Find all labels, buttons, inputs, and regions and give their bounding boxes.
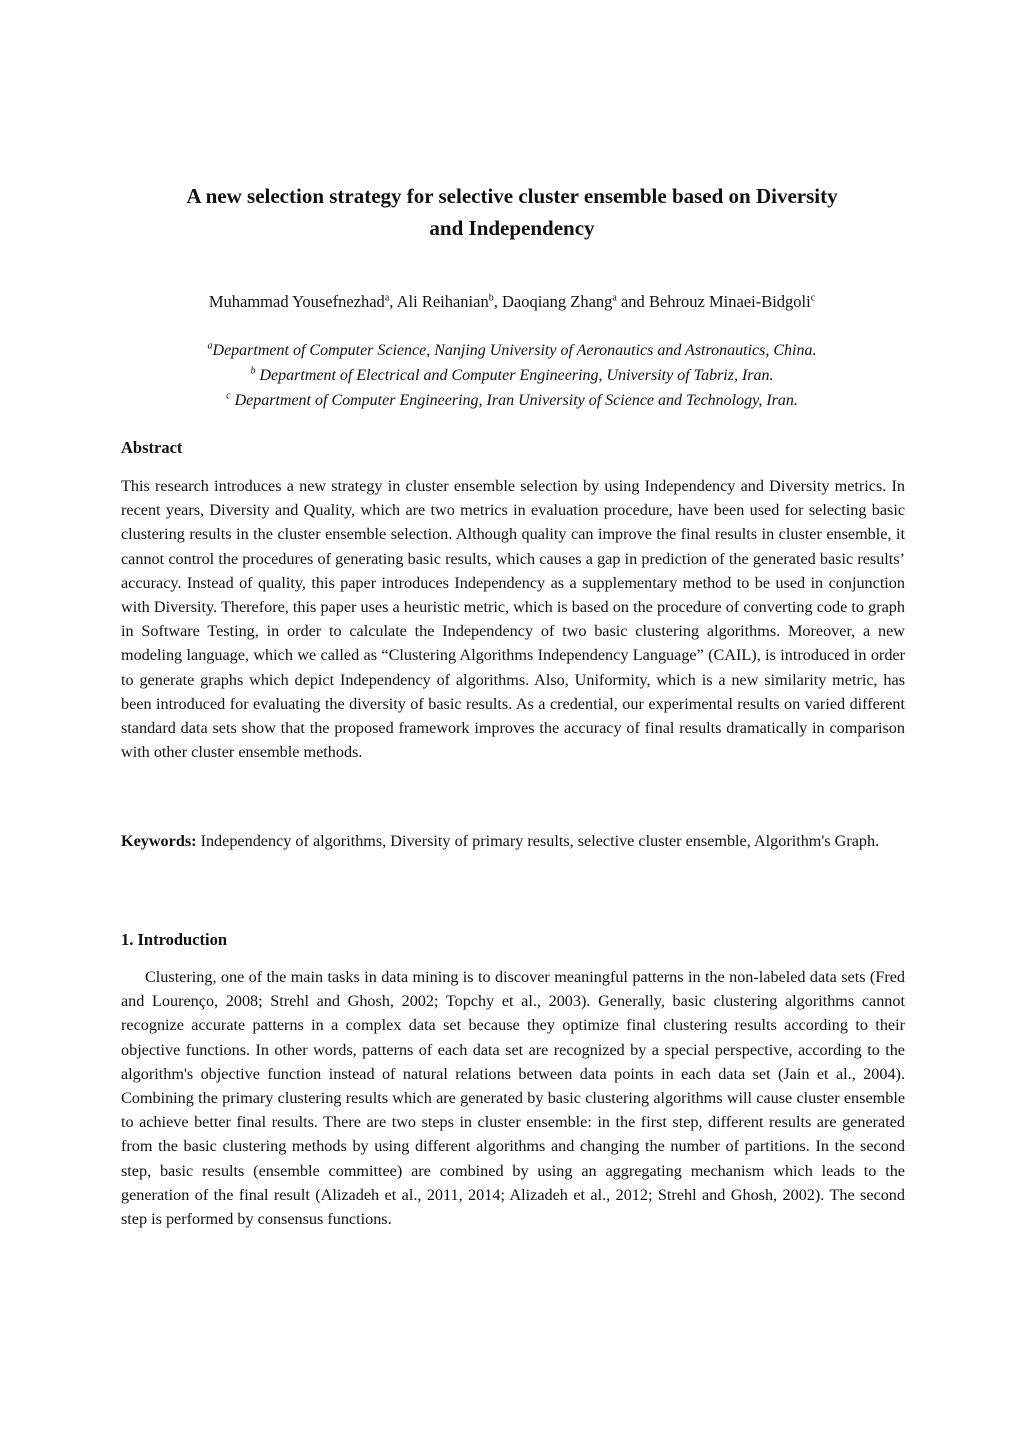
author-name: Behrouz Minaei-Bidgoli xyxy=(648,292,811,311)
author-affiliation-mark: a xyxy=(384,292,390,304)
affiliation-mark: b xyxy=(250,365,256,377)
title-line-1: A new selection strategy for selective cluster ensemble based on Diversity xyxy=(186,184,838,208)
introduction-heading: 1. Introduction xyxy=(121,930,228,949)
author xyxy=(209,292,397,311)
affiliation xyxy=(120,338,904,363)
keywords xyxy=(121,829,905,853)
affiliation-text: Department of Electrical and Computer Engineering, University of Tabriz, Iran. xyxy=(255,367,774,384)
affiliation-text: Department of Computer Science, Nanjing University of Aeronautics and Astronautics, China. xyxy=(212,342,817,359)
author-name: Ali Reihanian xyxy=(396,292,489,311)
author-separator: , xyxy=(493,292,502,311)
author-affiliation-mark: b xyxy=(488,292,494,304)
author-separator: , xyxy=(389,292,397,311)
paper-title xyxy=(120,180,904,244)
affiliation xyxy=(120,388,904,413)
title-line-2: and Independency xyxy=(429,216,595,240)
keywords-label: Keywords: xyxy=(121,832,197,850)
author-affiliation-mark: c xyxy=(810,292,816,304)
affiliation-list xyxy=(120,338,904,413)
affiliation-text: Department of Computer Engineering, Iran University of Science and Technology, Iran. xyxy=(230,392,798,409)
affiliation xyxy=(120,363,904,388)
author-list xyxy=(120,290,904,314)
affiliation-mark: a xyxy=(207,340,213,352)
author-separator: and xyxy=(616,292,649,311)
author xyxy=(649,292,815,311)
author-name: Muhammad Yousefnezhad xyxy=(208,292,385,311)
author-name: Daoqiang Zhang xyxy=(501,292,613,311)
author-affiliation-mark: a xyxy=(612,292,617,304)
introduction-body: Clustering, one of the main tasks in data mining is to discover meaningful patterns in the non-labeled data sets (Fred and Lourenço, 2008; Strehl and Ghosh, 2002; Topchy et al., 2003). Generally, basic clustering algorithms cannot recognize accurate patterns in a complex data set because they optimize final clustering results according to their objective functions. In other words, patterns of each data set are recognized by a special perspective, according to the algorithm's objective function instead of natural relations between data points in each data set (Jain et al., 2004). Combining the primary clustering results which are generated by basic clustering algorithms will cause cluster ensemble to achieve better final results. There are two steps in cluster ensemble: in the first step, different results are generated from the basic clustering methods by using different algorithms and changing the number of partitions. In the second step, basic results (ensemble committee) are combined by using an aggregating mechanism which leads to the generation of the final result (Alizadeh et al., 2011, 2014; Alizadeh et al., 2012; Strehl and Ghosh, 2002). The second step is performed by consensus functions. xyxy=(121,968,905,1229)
affiliation-mark: c xyxy=(226,390,231,402)
abstract-heading: Abstract xyxy=(121,438,183,457)
author xyxy=(397,292,502,311)
abstract-body: This research introduces a new strategy in cluster ensemble selection by using Independency and Diversity metrics. In recent years, Diversity and Quality, which are two metrics in evaluation procedure, have been used for selecting basic clustering results in the cluster ensemble selection. Although quality can improve the final results in cluster ensemble, it cannot control the procedures of generating basic results, which causes a gap in prediction of the generated basic results’ accuracy. Instead of quality, this paper introduces Independency as a supplementary method to be used in conjunction with Diversity. Therefore, this paper uses a heuristic metric, which is based on the procedure of converting code to graph in Software Testing, in order to calculate the Independency of two basic clustering algorithms. Moreover, a new modeling language, which we called as “Clustering Algorithms Independency Language” (CAIL), is introduced in order to generate graphs which depict Independency of algorithms. Also, Uniformity, which is a new similarity metric, has been introduced for evaluating the diversity of basic results. As a credential, our experimental results on varied different standard data sets show that the proposed framework improves the accuracy of final results dramatically in comparison with other cluster ensemble methods. xyxy=(121,477,905,762)
author xyxy=(502,292,649,311)
keywords-text: Independency of algorithms, Diversity of primary results, selective cluster ensemble, Algorithm's Graph. xyxy=(196,832,880,850)
